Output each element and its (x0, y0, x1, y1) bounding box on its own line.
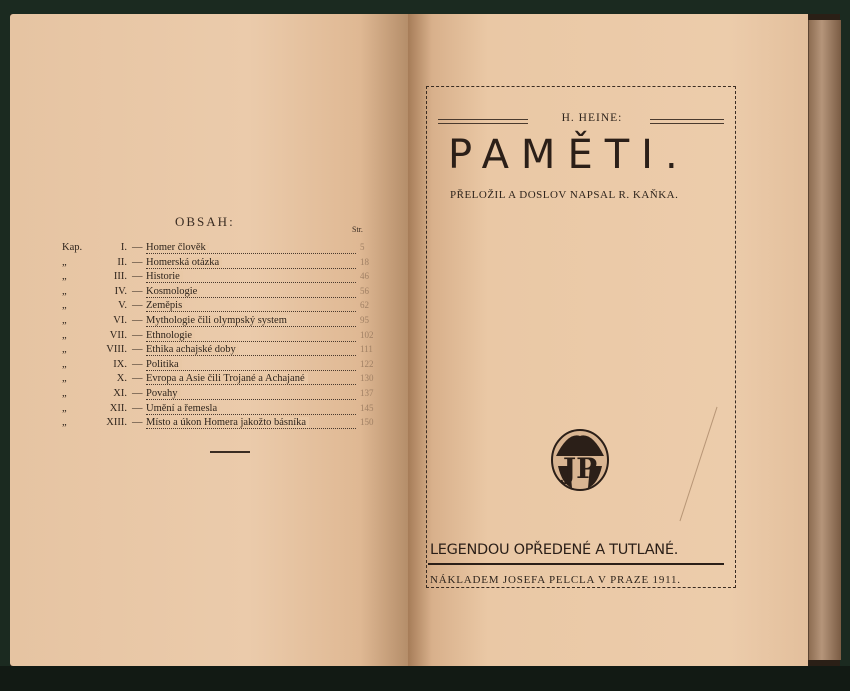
contents-row (62, 286, 382, 301)
chapter-title: Politika (146, 359, 182, 370)
chapter-title: Kosmologie (146, 286, 200, 297)
chapter-title: Evropa a Asie čili Trojané a Achajané (146, 373, 308, 384)
chapter-page: 150 (360, 417, 374, 428)
chapter-dash: — (132, 402, 143, 414)
contents-prefix: „ (62, 271, 67, 283)
contents-row (62, 257, 382, 272)
chapter-number: V. (118, 300, 127, 312)
chapter-page: 95 (360, 314, 369, 325)
chapter-dash: — (132, 300, 143, 312)
chapter-dash: — (132, 285, 143, 297)
contents-row (62, 417, 382, 432)
contents-prefix: „ (62, 417, 67, 429)
book-title: PAMĚTI. (448, 132, 690, 178)
chapter-page: 56 (360, 285, 369, 296)
chapter-title: Místo a úkon Homera jakožto básníka (146, 417, 309, 428)
chapter-number: VI. (113, 314, 127, 326)
contents-end-rule (210, 451, 250, 453)
tagline: LEGENDOU OPŘEDENÉ A TUTLANÉ. (430, 542, 679, 558)
author-ornament-right (650, 119, 724, 124)
chapter-dash: — (132, 417, 143, 429)
chapter-page: 46 (360, 271, 369, 282)
chapter-page: 5 (360, 242, 365, 252)
chapter-page: 102 (360, 329, 374, 340)
author-name: H. HEINE: (561, 112, 623, 124)
chapter-page: 111 (360, 344, 373, 355)
chapter-title: Mythologie čili olympský system (146, 315, 290, 326)
open-book (10, 14, 840, 666)
chapter-number: VIII. (106, 344, 127, 356)
contents-row (62, 242, 382, 257)
chapter-number: XI. (113, 387, 127, 399)
chapter-number: II. (117, 256, 127, 268)
chapter-title: Ethnologie (146, 330, 195, 341)
table-surface (0, 666, 850, 691)
chapter-page: 18 (360, 256, 369, 267)
chapter-dash: — (132, 387, 143, 399)
contents-prefix: „ (62, 358, 67, 370)
chapter-title: Historie (146, 271, 183, 282)
chapter-number: XIII. (106, 417, 127, 429)
chapter-dash: — (132, 329, 143, 341)
chapter-number: IV. (114, 285, 127, 297)
contents-row (62, 330, 382, 345)
chapter-page: 130 (360, 373, 374, 384)
tagline-rule (428, 563, 724, 565)
chapter-page: 122 (360, 358, 374, 369)
author-ornament-left (438, 119, 528, 124)
chapter-title: Ethika achajské doby (146, 344, 239, 355)
chapter-title: Umění a řemesla (146, 403, 220, 414)
logo-monogram: JP (562, 452, 598, 485)
contents-heading: OBSAH: (175, 214, 235, 229)
chapter-title: Povahy (146, 388, 181, 399)
chapter-title: Homerská otázka (146, 257, 222, 268)
chapter-page: 145 (360, 402, 374, 413)
contents-prefix: Kap. (62, 242, 83, 253)
contents-list (62, 242, 382, 432)
chapter-title: Homer člověk (146, 242, 209, 253)
chapter-dash: — (132, 344, 143, 356)
chapter-dash: — (132, 373, 143, 385)
book-edge (808, 20, 841, 660)
contents-prefix: „ (62, 329, 67, 341)
page-column-heading: Str. (352, 225, 363, 234)
contents-prefix: „ (62, 373, 67, 385)
contents-prefix: „ (62, 300, 67, 312)
contents-row (62, 403, 382, 418)
publisher-line: NÁKLADEM JOSEFA PELCLA V PRAZE 1911. (430, 574, 681, 586)
chapter-dash: — (132, 271, 143, 283)
chapter-title: Zeměpis (146, 300, 185, 311)
contents-row (62, 373, 382, 388)
publisher-logo-icon (548, 426, 612, 494)
chapter-number: IX. (113, 358, 127, 370)
contents-row (62, 300, 382, 315)
translator-line: PŘELOŽIL A DOSLOV NAPSAL R. KAŇKA. (450, 189, 679, 201)
chapter-dash: — (132, 314, 143, 326)
contents-prefix: „ (62, 402, 67, 414)
contents-row (62, 359, 382, 374)
contents-row (62, 271, 382, 286)
chapter-page: 137 (360, 387, 374, 398)
chapter-number: X. (116, 373, 127, 385)
chapter-number: VII. (109, 329, 127, 341)
contents-prefix: „ (62, 387, 67, 399)
chapter-dash: — (132, 256, 143, 268)
contents-prefix: „ (62, 344, 67, 356)
contents-prefix: „ (62, 285, 67, 297)
title-page (408, 14, 808, 666)
contents-row (62, 315, 382, 330)
chapter-page: 62 (360, 300, 369, 311)
chapter-dash: — (132, 242, 143, 253)
chapter-number: XII. (109, 402, 127, 414)
contents-prefix: „ (62, 314, 67, 326)
contents-row (62, 388, 382, 403)
chapter-dash: — (132, 358, 143, 370)
contents-prefix: „ (62, 256, 67, 268)
chapter-number: I. (120, 242, 127, 253)
contents-page (10, 14, 408, 666)
contents-row (62, 344, 382, 359)
chapter-number: III. (113, 271, 127, 283)
